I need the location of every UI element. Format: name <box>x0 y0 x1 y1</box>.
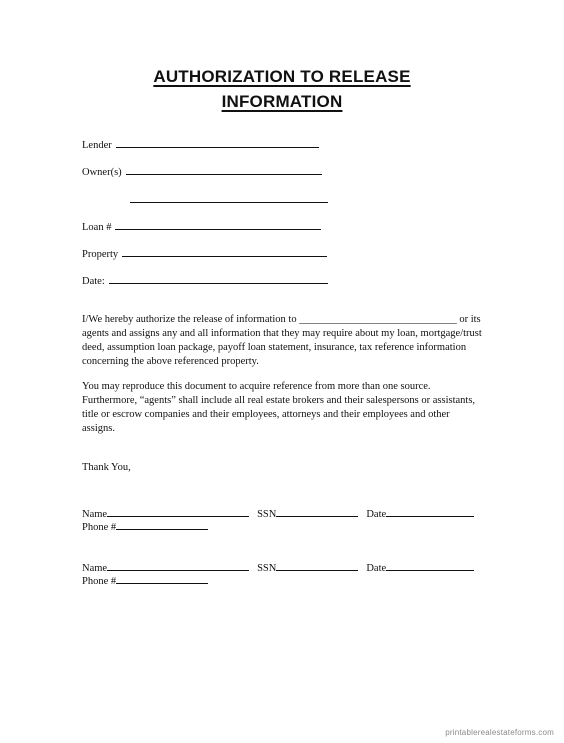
owners-line-2[interactable] <box>130 192 328 207</box>
phone-label: Phone # <box>82 576 117 587</box>
property-field <box>82 246 327 261</box>
sig-date-line-2[interactable] <box>386 560 474 571</box>
ssn-label: SSN <box>257 563 277 574</box>
ssn-label: SSN <box>257 509 277 520</box>
owners-line[interactable] <box>126 164 322 175</box>
phone-row-2 <box>82 573 208 588</box>
phone-label: Phone # <box>82 522 117 533</box>
ssn-line-1[interactable] <box>276 506 358 517</box>
phone-line-2[interactable] <box>116 573 208 584</box>
reproduction-paragraph: You may reproduce this document to acquire reference from more than one source. Furthermore, “agents” shall include all real estate brokers and their salespersons or assistants, title or escrow companies and their employees, attorneys and their employees and other assigns. <box>82 381 476 434</box>
watermark: printablerealestateforms.com <box>445 728 554 737</box>
date-label: Date: <box>82 276 105 287</box>
name-line-1[interactable] <box>107 506 249 517</box>
phone-line-1[interactable] <box>116 519 208 530</box>
document-title-line-1: AUTHORIZATION TO RELEASE <box>153 67 411 86</box>
name-label: Name <box>82 563 108 574</box>
document-title-line-2: INFORMATION <box>221 92 343 111</box>
loan-field <box>82 219 321 234</box>
date-label: Date <box>366 563 387 574</box>
name-line-2[interactable] <box>107 560 249 571</box>
owners-field <box>82 164 322 179</box>
ssn-line-2[interactable] <box>276 560 358 571</box>
phone-row-1 <box>82 519 208 534</box>
property-line[interactable] <box>122 246 327 257</box>
date-field <box>82 273 328 288</box>
lender-field <box>82 137 319 152</box>
authorization-paragraph: I/We hereby authorize the release of information to ______________________________ or its agents and assigns any and all information that they may require about my loan, mortgage/trust deed, assumption loan package, payoff loan statement, insurance, tax reference information concerning the above referenced property. <box>82 314 482 367</box>
date-line[interactable] <box>109 273 328 284</box>
date-label: Date <box>366 509 387 520</box>
owners-label: Owner(s) <box>82 167 122 178</box>
loan-line[interactable] <box>115 219 321 230</box>
closing-text: Thank You, <box>82 462 131 473</box>
lender-line[interactable] <box>116 137 319 148</box>
name-label: Name <box>82 509 108 520</box>
sig-date-line-1[interactable] <box>386 506 474 517</box>
lender-label: Lender <box>82 140 112 151</box>
loan-label: Loan # <box>82 222 112 233</box>
property-label: Property <box>82 249 119 260</box>
